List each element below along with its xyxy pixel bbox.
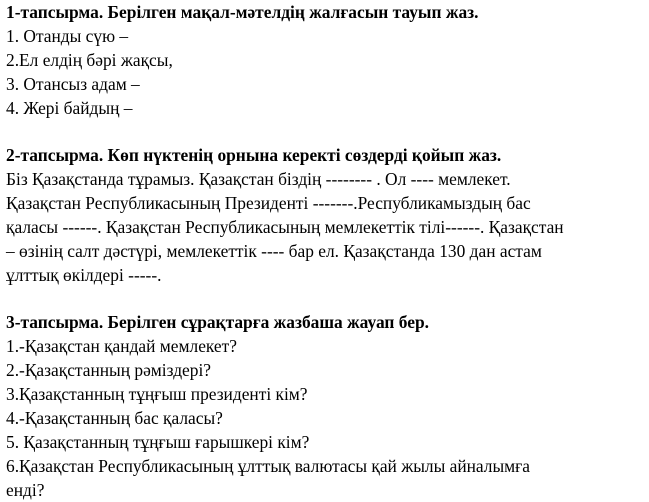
task2-text-line-1: Біз Қазақстанда тұрамыз. Қазақстан біздің -------- . Ол ---- мемлекет. — [6, 169, 511, 189]
task3-question-6-continued: енді? — [6, 480, 45, 500]
section-gap — [6, 120, 646, 143]
task1-item-1: 1. Отанды сүю – — [6, 26, 129, 46]
task3-question-3: 3.Қазақстанның тұңғыш президенті кім? — [6, 384, 308, 404]
task3-heading: 3-тапсырма. Берілген сұрақтарға жазбаша жауап бер. — [6, 312, 429, 332]
task3-question-1: 1.-Қазақстан қандай мемлекет? — [6, 336, 237, 356]
task2-heading: 2-тапсырма. Көп нүктенің орнына керекті сөздерді қойып жаз. — [6, 145, 502, 165]
task2-text-line-4: – өзінің салт дәстүрі, мемлекеттік ---- бар ел. Қазақстанда 130 дан астам — [6, 241, 542, 261]
task2-text-line-2: Қазақстан Республикасының Президенті -------.Республикамыздың бас — [6, 193, 531, 213]
task3-question-4: 4.-Қазақстанның бас қаласы? — [6, 408, 223, 428]
task1-item-3: 3. Отансыз адам – — [6, 74, 140, 94]
task1-item-2: 2.Ел елдің бәрі жақсы, — [6, 50, 173, 70]
task1-heading: 1-тапсырма. Берілген мақал-мәтелдің жалғасын тауып жаз. — [6, 2, 479, 22]
task2-text-line-3: қаласы ------. Қазақстан Республикасының мемлекеттік тілі------. Қазақстан — [6, 217, 564, 237]
section-gap — [6, 287, 646, 310]
task3-question-6: 6.Қазақстан Республикасының ұлттық валютасы қай жылы айналымға — [6, 456, 531, 476]
worksheet — [6, 0, 646, 502]
task3-question-2: 2.-Қазақстанның рәміздері? — [6, 360, 212, 380]
task3-question-5: 5. Қазақстанның тұңғыш ғарышкері кім? — [6, 432, 310, 452]
task1-item-4: 4. Жері байдың – — [6, 98, 133, 118]
task2-text-line-5: ұлттық өкілдері -----. — [6, 265, 162, 285]
